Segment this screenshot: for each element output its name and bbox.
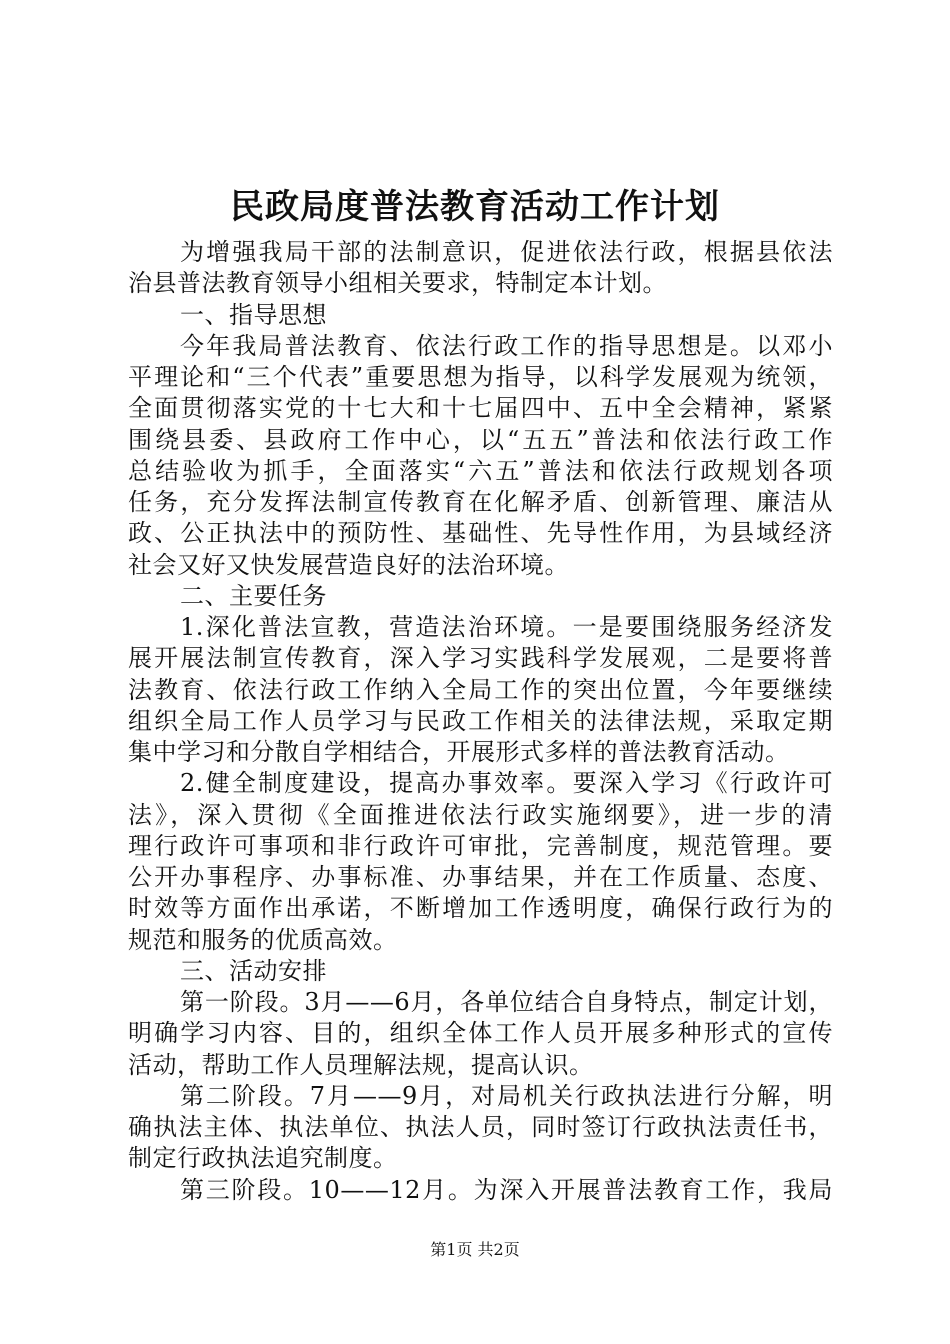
text-line: 平理论和“三个代表”重要思想为指导，以科学发展观为统领， [128, 363, 833, 391]
text-line: 今年我局普法教育、依法行政工作的指导思想是。以邓小 [180, 331, 833, 360]
text-line: 一、指导思想 [180, 300, 327, 329]
document-title: 民政局度普法教育活动工作计划 [230, 187, 720, 227]
text-line: 法》，深入贯彻《全面推进依法行政实施纲要》，进一步的清 [128, 800, 833, 829]
text-line: 活动，帮助工作人员理解法规，提高认识。 [128, 1050, 594, 1079]
text-line: 围绕县委、县政府工作中心，以“五五”普法和依法行政工作 [128, 425, 833, 454]
text-line: 第一阶段。3月——6月，各单位结合自身特点，制定计划， [180, 988, 833, 1016]
text-line: 任务，充分发挥法制宣传教育在化解矛盾、创新管理、廉洁从 [128, 488, 833, 516]
text-line: 明确学习内容、目的，组织全体工作人员开展多种形式的宣传 [128, 1019, 833, 1048]
text-line: 第二阶段。7月——9月，对局机关行政执法进行分解，明 [180, 1081, 833, 1110]
text-line: 总结验收为抓手，全面落实“六五”普法和依法行政规划各项 [128, 456, 833, 485]
text-line: 1.深化普法宣教，营造法治环境。一是要围绕服务经济发 [180, 613, 833, 641]
text-line: 制定行政执法追究制度。 [128, 1144, 398, 1173]
text-line: 全面贯彻落实党的十七大和十七届四中、五中全会精神，紧紧 [128, 394, 833, 423]
text-line: 三、活动安排 [180, 956, 327, 985]
text-line: 公开办事程序、办事标准、办事结果，并在工作质量、态度、 [128, 863, 833, 891]
text-line: 法教育、依法行政工作纳入全局工作的突出位置，今年要继续 [128, 675, 833, 704]
text-line: 为增强我局干部的法制意识，促进依法行政，根据县依法 [180, 238, 833, 266]
text-line: 展开展法制宣传教育，深入学习实践科学发展观，二是要将普 [128, 644, 833, 673]
document-body [128, 237, 833, 1206]
text-line: 二、主要任务 [180, 581, 327, 610]
text-line: 治县普法教育领导小组相关要求，特制定本计划。 [128, 269, 667, 298]
page-footer: 第1页 共2页 [430, 1240, 520, 1259]
text-line: 理行政许可事项和非行政许可审批，完善制度，规范管理。要 [128, 831, 833, 860]
text-line: 2.健全制度建设，提高办事效率。要深入学习《行政许可 [180, 769, 833, 798]
text-line: 政、公正执法中的预防性、基础性、先导性作用，为县域经济 [128, 519, 833, 548]
text-line: 确执法主体、执法单位、执法人员，同时签订行政执法责任书， [128, 1113, 833, 1141]
text-line: 时效等方面作出承诺，不断增加工作透明度，确保行政行为的 [128, 894, 833, 923]
text-line: 社会又好又快发展营造良好的法治环境。 [128, 550, 569, 579]
text-line: 第三阶段。10——12月。为深入开展普法教育工作，我局 [180, 1175, 833, 1204]
text-line: 组织全局工作人员学习与民政工作相关的法律法规，采取定期 [128, 706, 833, 735]
text-line: 集中学习和分散自学相结合，开展形式多样的普法教育活动。 [128, 738, 790, 766]
text-line: 规范和服务的优质高效。 [128, 925, 398, 954]
